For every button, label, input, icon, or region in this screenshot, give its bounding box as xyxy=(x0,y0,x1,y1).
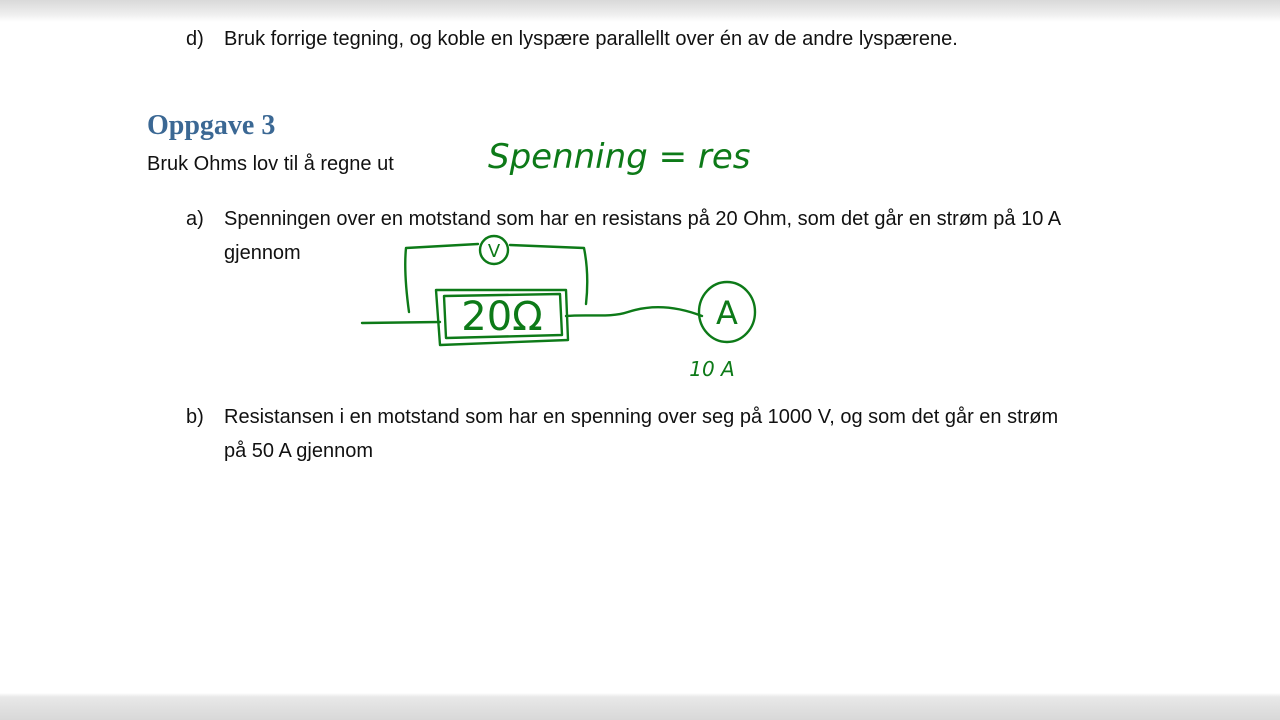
ammeter-circle xyxy=(699,282,755,342)
item-a-label: a) xyxy=(186,208,204,230)
voltmeter-wire-right xyxy=(510,245,587,304)
wire-left xyxy=(362,322,440,323)
item-b-label: b) xyxy=(186,406,204,428)
item-a-line2: gjennom xyxy=(224,242,301,264)
ammeter-symbol: A xyxy=(716,294,738,332)
page-top-shadow xyxy=(0,0,1280,22)
current-label: 10 A xyxy=(689,357,735,381)
handwritten-formula: Spenning = res xyxy=(488,137,751,177)
section-heading: Oppgave 3 xyxy=(147,110,276,141)
item-b-line1: Resistansen i en motstand som har en spenning over seg på 1000 V, og som det går en strøm xyxy=(224,406,1059,428)
item-a-line1: Spenningen over en motstand som har en resistans på 20 Ohm, som det går en strøm på 10 A xyxy=(224,208,1062,230)
voltmeter-symbol: V xyxy=(487,241,501,262)
voltmeter-wire-left xyxy=(405,244,478,312)
resistor-value: 20Ω xyxy=(461,294,543,340)
section-intro: Bruk Ohms lov til å regne ut xyxy=(147,153,394,175)
item-d-text: Bruk forrige tegning, og koble en lyspære parallellt over én av de andre lyspærene. xyxy=(224,28,958,50)
item-d-label: d) xyxy=(186,28,204,50)
item-b-line2: på 50 A gjennom xyxy=(224,440,374,462)
resistor-box-inner xyxy=(444,294,562,338)
page-bottom-shadow xyxy=(0,693,1280,720)
resistor-box xyxy=(436,290,568,345)
wire-middle xyxy=(566,307,702,316)
voltmeter-circle xyxy=(480,236,508,264)
